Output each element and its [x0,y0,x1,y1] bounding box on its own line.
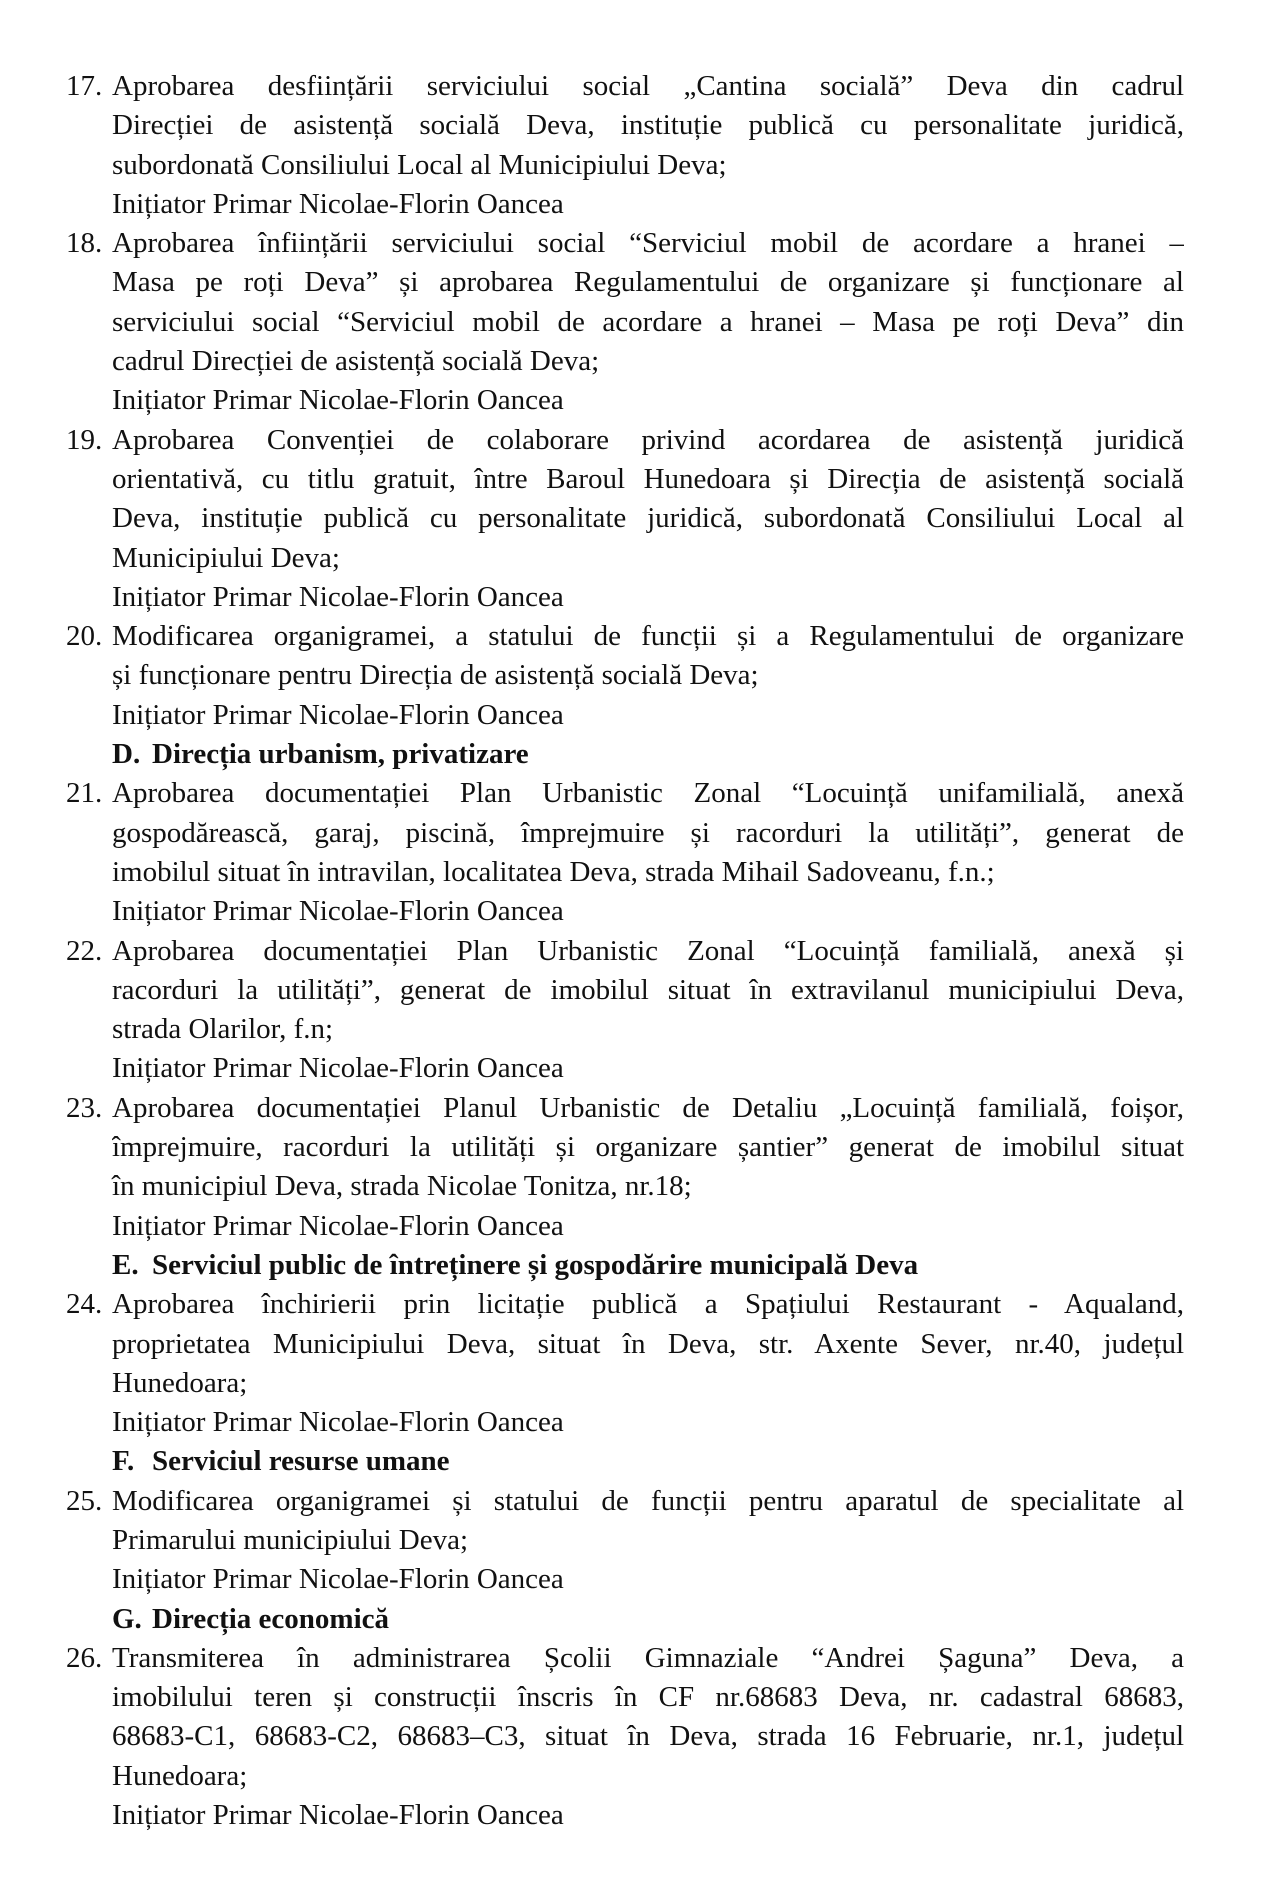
item-text-line: Primarului municipiului Deva; [112,1523,469,1556]
item-text [112,1482,1184,1600]
item-text-line: și funcționare pentru Direcția de asistență socială Deva; [112,659,759,692]
item-text [112,224,1184,420]
initiator-line: Inițiator Primar Nicolae-Florin Oancea [112,1406,564,1439]
item-text-line: 68683-C1, 68683-C2, 68683–C3, situat în Deva, strada 16 Februarie, nr.1, județul [112,1720,1184,1753]
agenda-item [66,67,1184,224]
item-text-line: Modificarea organigramei, a statului de funcții și a Regulamentului de organizare [112,620,1184,653]
initiator-line: Inițiator Primar Nicolae-Florin Oancea [112,384,564,417]
item-number: 17. [66,70,103,102]
item-text [112,421,1184,617]
item-text [112,617,1184,735]
item-number: 20. [66,620,103,653]
initiator-line: Inițiator Primar Nicolae-Florin Oancea [112,895,564,928]
agenda-item [66,224,1184,420]
item-text-line: Transmiterea în administrarea Școlii Gimnaziale “Andrei Șaguna” Deva, a [112,1641,1184,1674]
item-text [112,1089,1184,1246]
agenda-item [66,421,1184,617]
initiator-line: Inițiator Primar Nicolae-Florin Oancea [112,1563,564,1596]
item-text-line: Aprobarea înființării serviciului social “Serviciul mobil de acordare a hranei – [112,227,1184,260]
item-text-line: Masa pe roți Deva” și aprobarea Regulamentului de organizare și funcționare al [112,266,1184,299]
item-text-line: Municipiului Deva; [112,541,340,574]
section-letter: E. [112,1248,139,1281]
item-text-line: Aprobarea închirierii prin licitație publică a Spațiului Restaurant - Aqualand, [112,1288,1184,1321]
initiator-line: Inițiator Primar Nicolae-Florin Oancea [112,698,564,731]
section-heading [112,1246,1184,1285]
item-text [112,932,1184,1089]
item-text-line: Aprobarea documentației Plan Urbanistic Zonal “Locuință familială, anexă și [112,934,1184,967]
item-text [112,774,1184,931]
initiator-line: Inițiator Primar Nicolae-Florin Oancea [112,580,564,613]
item-text-line: racorduri la utilități”, generat de imobilul situat în extravilanul municipiului Deva, [112,973,1184,1006]
agenda-item [66,1482,1184,1600]
item-text-line: gospodărească, garaj, piscină, împrejmuire și racorduri la utilități”, generat de [112,816,1184,849]
item-number: 19. [66,423,103,456]
item-number: 18. [66,227,103,260]
item-number: 23. [66,1091,103,1124]
initiator-line: Inițiator Primar Nicolae-Florin Oancea [112,1209,564,1242]
item-text [112,1639,1184,1835]
item-number: 22. [66,934,103,967]
item-text-line: imobilul situat în intravilan, localitatea Deva, strada Mihail Sadoveanu, f.n.; [112,855,995,888]
item-text-line: subordonată Consiliului Local al Municipiului Deva; [112,148,727,181]
item-text-line: împrejmuire, racorduri la utilități și organizare șantier” generat de imobilul situat [112,1131,1184,1164]
item-text-line: Direcției de asistență socială Deva, instituție publică cu personalitate juridică, [112,109,1184,142]
item-text-line: Deva, instituție publică cu personalitate juridică, subordonată Consiliului Local al [112,502,1184,535]
agenda-item [66,774,1184,931]
item-number: 26. [66,1641,103,1674]
agenda-item [66,1089,1184,1246]
agenda-item [66,617,1184,735]
item-number: 21. [66,777,103,810]
section-letter: G. [112,1602,142,1635]
item-text-line: serviciului social “Serviciul mobil de acordare a hranei – Masa pe roți Deva” din [112,305,1184,338]
item-text-line: Aprobarea documentației Plan Urbanistic Zonal “Locuință unifamilială, anexă [112,777,1184,810]
item-text-line: orientativă, cu titlu gratuit, între Baroul Hunedoara și Direcția de asistență socială [112,462,1184,495]
item-number: 25. [66,1484,103,1517]
initiator-line: Inițiator Primar Nicolae-Florin Oancea [112,1052,564,1085]
item-text-line: cadrul Direcției de asistență socială Deva; [112,345,600,378]
item-text-line: proprietatea Municipiului Deva, situat în Deva, str. Axente Sever, nr.40, județul [112,1327,1184,1360]
item-text-line: imobilului teren și construcții înscris în CF nr.68683 Deva, nr. cadastral 68683, [112,1681,1184,1714]
section-heading [112,1600,1184,1639]
item-text-line: Hunedoara; [112,1366,248,1399]
section-title: Serviciul public de întreținere și gospodărire municipală Deva [152,1248,919,1281]
item-text-line: Hunedoara; [112,1759,248,1792]
agenda-item [66,1639,1184,1835]
item-text-line: strada Olarilor, f.n; [112,1013,334,1046]
item-number: 24. [66,1288,103,1321]
section-heading [112,1442,1184,1481]
agenda-item [66,1285,1184,1442]
item-text-line: Aprobarea desființării serviciului social „Cantina socială” Deva din cadrul [112,70,1184,102]
item-text-line: Aprobarea documentației Planul Urbanistic de Detaliu „Locuință familială, foișor, [112,1091,1184,1124]
item-text-line: Modificarea organigramei și statului de funcții pentru aparatul de specialitate al [112,1484,1184,1517]
section-letter: D. [112,738,141,771]
item-text [112,67,1184,224]
initiator-line: Inițiator Primar Nicolae-Florin Oancea [112,1799,564,1832]
item-text [112,1285,1184,1442]
item-text-line: Aprobarea Convenției de colaborare privind acordarea de asistență juridică [112,423,1184,456]
agenda-item [66,932,1184,1089]
section-title: Serviciul resurse umane [152,1445,450,1478]
section-title: Direcția economică [152,1602,390,1635]
section-heading [112,735,1184,774]
item-text-line: în municipiul Deva, strada Nicolae Tonitza, nr.18; [112,1170,692,1203]
section-letter: F. [112,1445,135,1478]
agenda-list [66,67,1184,1835]
initiator-line: Inițiator Primar Nicolae-Florin Oancea [112,187,564,220]
section-title: Direcția urbanism, privatizare [152,738,529,771]
